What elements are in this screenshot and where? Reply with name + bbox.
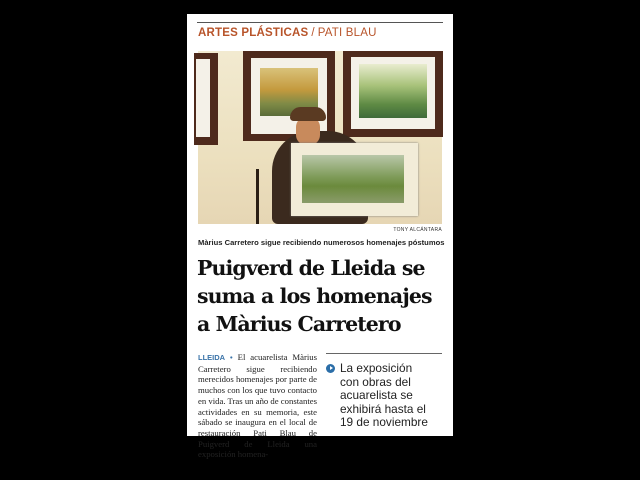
section-name: ARTES PLÁSTICAS — [198, 27, 309, 39]
pullquote-line: exhibirá hasta el — [340, 401, 426, 416]
photo-caption: Màrius Carretero sigue recibiendo numerosos homenajes póstumos — [198, 238, 445, 247]
pullquote-rule — [326, 353, 442, 354]
section-header — [198, 27, 377, 39]
pullquote-line: con obras del — [340, 374, 411, 389]
headline — [197, 254, 447, 338]
article-photo — [198, 51, 442, 224]
headline-line: a Màrius Carretero — [197, 312, 401, 336]
pullquote-text — [340, 362, 444, 430]
subsection-name: PATI BLAU — [317, 27, 377, 39]
photo-credit: TONY ALCÁNTARA — [393, 227, 442, 233]
dateline-bullet: • — [230, 353, 233, 362]
pullquote-line: acuarelista se — [340, 388, 413, 403]
top-rule — [197, 22, 443, 23]
article-text: El acuarelista Màrius Carretero sigue recibiendo merecidos homenajes por parte de muchos con los que tuvo contacto en vida. Tras un año de constantes actividades en su memoria, este sábado se inaugura en el local de restauración Pati Blau de Puigverd de Lleida una exposición homena- — [198, 352, 318, 460]
cane-icon — [256, 169, 259, 224]
newspaper-page — [187, 14, 453, 460]
artist-face — [296, 117, 320, 145]
dateline-location: LLEIDA — [198, 353, 226, 362]
play-bullet-icon — [326, 364, 335, 373]
pullquote-line: La exposición — [340, 361, 413, 375]
headline-line: suma a los homenajes — [197, 284, 432, 308]
hat-icon — [290, 107, 326, 121]
article-body — [198, 352, 317, 460]
pullquote-line: 19 de noviembre — [340, 415, 428, 430]
painting-right — [359, 64, 427, 118]
headline-line: Puigverd de Lleida se — [197, 256, 425, 280]
held-painting — [302, 155, 404, 203]
section-separator: / — [311, 27, 315, 39]
